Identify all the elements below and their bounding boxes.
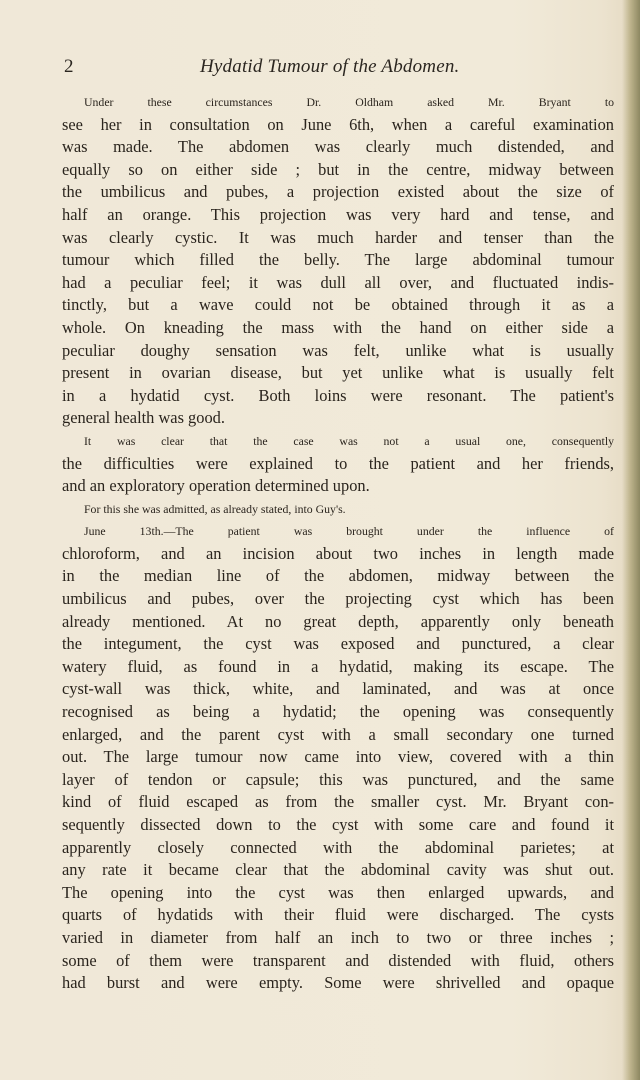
text-line: equally so on either side ; but in the centre, midway between <box>62 159 614 179</box>
text-line: general health was good. <box>62 408 225 428</box>
text-line: had burst and were empty. Some were shrivelled and opaque <box>62 973 614 993</box>
text-line: and an exploratory operation determined upon. <box>62 476 370 496</box>
text-line: was made. The abdomen was clearly much distended, and <box>62 137 614 157</box>
text-line: Under these circumstances Dr. Oldham asked Mr. Bryant to <box>84 95 614 109</box>
text-line: had a peculiar feel; it was dull all over, and fluctuated indis- <box>62 272 614 292</box>
text-line: recognised as being a hydatid; the opening was consequently <box>62 702 614 722</box>
text-line: see her in consultation on June 6th, when a careful examination <box>62 114 614 134</box>
text-line: apparently closely connected with the abdominal parietes; at <box>62 837 614 857</box>
text-line: varied in diameter from half an inch to two or three inches ; <box>62 927 614 947</box>
text-line: For this she was admitted, as already stated, into Guy's. <box>84 501 346 516</box>
text-line: umbilicus and pubes, over the projecting cyst which has been <box>62 589 614 609</box>
text-line: chloroform, and an incision about two inches in length made <box>62 543 614 563</box>
text-line: sequently dissected down to the cyst with some care and found it <box>62 815 614 834</box>
text-line: peculiar doughy sensation was felt, unlike what is usually <box>62 340 614 360</box>
text-line: the difficulties were explained to the patient and her friends, <box>62 453 614 473</box>
text-line: whole. On kneading the mass with the hand on either side a <box>62 317 614 337</box>
text-line: enlarged, and the parent cyst with a small secondary one turned <box>62 724 614 744</box>
text-line: The opening into the cyst was then enlarged upwards, and <box>62 882 614 902</box>
text-line: tumour which filled the belly. The large abdominal tumour <box>62 250 614 270</box>
text-line: kind of fluid escaped as from the smaller cyst. Mr. Bryant con- <box>62 792 614 812</box>
page-number: 2 <box>64 56 74 77</box>
text-line: the umbilicus and pubes, a projection existed about the size of <box>62 182 614 202</box>
text-line: the integument, the cyst was exposed and punctured, a clear <box>62 634 614 654</box>
text-line: It was clear that the case was not a usual one, consequently <box>84 433 614 448</box>
text-line: layer of tendon or capsule; this was punctured, and the same <box>62 769 614 789</box>
text-line: half an orange. This projection was very hard and tense, and <box>62 204 614 224</box>
text-line: cyst-wall was thick, white, and laminated, and was at once <box>62 679 614 699</box>
page-edge-shadow <box>622 0 640 1080</box>
text-line: quarts of hydatids with their fluid were discharged. The cysts <box>62 905 614 925</box>
text-line: watery fluid, as found in a hydatid, making its escape. The <box>62 656 614 676</box>
text-line: already mentioned. At no great depth, apparently only beneath <box>62 611 614 631</box>
text-line: out. The large tumour now came into view, covered with a thin <box>62 747 614 767</box>
text-line: present in ovarian disease, but yet unlike what is usually felt <box>62 363 614 383</box>
text-line: in a hydatid cyst. Both loins were resonant. The patient's <box>62 385 614 405</box>
text-line: in the median line of the abdomen, midway between the <box>62 566 614 586</box>
running-head: Hydatid Tumour of the Abdomen. <box>200 56 460 77</box>
text-line: tinctly, but a wave could not be obtained through it as a <box>62 295 614 315</box>
text-line: any rate it became clear that the abdominal cavity was shut out. <box>62 860 614 880</box>
text-line: some of them were transparent and distended with fluid, others <box>62 950 614 970</box>
body-text <box>62 91 614 995</box>
text-line: was clearly cystic. It was much harder and tenser than the <box>62 227 614 247</box>
text-line: June 13th.—The patient was brought under the influence of <box>84 524 614 539</box>
